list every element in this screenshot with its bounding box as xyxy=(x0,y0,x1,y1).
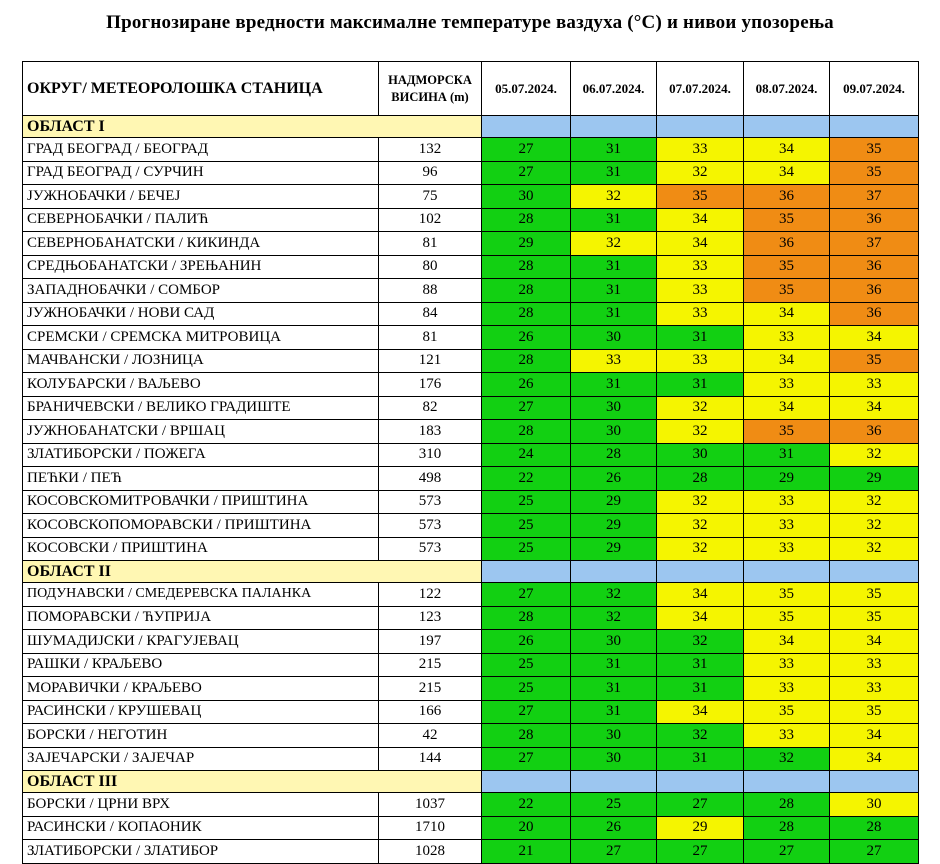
temperature-cell: 34 xyxy=(830,326,919,350)
header-date-2: 06.07.2024. xyxy=(571,62,657,116)
region-fill-cell xyxy=(571,561,657,583)
temperature-cell: 28 xyxy=(571,443,657,467)
region-label: ОБЛАСТ I xyxy=(23,116,482,138)
station-elevation: 82 xyxy=(379,396,482,420)
region-row xyxy=(23,561,919,583)
temperature-cell: 31 xyxy=(657,326,744,350)
temperature-cell: 34 xyxy=(744,349,830,373)
station-elevation: 215 xyxy=(379,653,482,677)
temperature-cell: 32 xyxy=(657,514,744,538)
temperature-cell: 27 xyxy=(571,840,657,864)
region-fill-cell xyxy=(657,116,744,138)
station-name: МОРАВИЧКИ / КРАЉЕВО xyxy=(23,677,379,701)
temperature-cell: 36 xyxy=(744,232,830,256)
station-name: МАЧВАНСКИ / ЛОЗНИЦА xyxy=(23,349,379,373)
temperature-cell: 35 xyxy=(744,420,830,444)
table-row xyxy=(23,840,919,864)
region-fill-cell xyxy=(657,561,744,583)
temperature-cell: 26 xyxy=(482,630,571,654)
station-name: РАСИНСКИ / КОПАОНИК xyxy=(23,816,379,840)
temperature-cell: 33 xyxy=(571,349,657,373)
temperature-cell: 28 xyxy=(657,467,744,491)
temperature-cell: 34 xyxy=(744,138,830,162)
station-name: ЈУЖНОБАЧКИ / БЕЧЕЈ xyxy=(23,185,379,209)
temperature-cell: 34 xyxy=(830,724,919,748)
temperature-cell: 26 xyxy=(482,373,571,397)
table-row xyxy=(23,161,919,185)
table-row xyxy=(23,255,919,279)
region-fill-cell xyxy=(830,561,919,583)
temperature-cell: 35 xyxy=(744,255,830,279)
temperature-cell: 33 xyxy=(657,279,744,303)
temperature-cell: 31 xyxy=(571,208,657,232)
temperature-cell: 33 xyxy=(657,349,744,373)
temperature-cell: 26 xyxy=(482,326,571,350)
temperature-cell: 32 xyxy=(657,161,744,185)
station-elevation: 498 xyxy=(379,467,482,491)
temperature-cell: 34 xyxy=(657,606,744,630)
station-elevation: 75 xyxy=(379,185,482,209)
temperature-cell: 30 xyxy=(571,630,657,654)
station-name: БОРСКИ / ЦРНИ ВРХ xyxy=(23,793,379,817)
station-name: ЗАПАДНОБАЧКИ / СОМБОР xyxy=(23,279,379,303)
station-elevation: 84 xyxy=(379,302,482,326)
temperature-cell: 32 xyxy=(657,630,744,654)
station-name: КОСОВСКИ / ПРИШТИНА xyxy=(23,537,379,561)
temperature-cell: 28 xyxy=(482,724,571,748)
region-fill-cell xyxy=(744,116,830,138)
station-elevation: 166 xyxy=(379,700,482,724)
temperature-cell: 32 xyxy=(830,514,919,538)
temperature-cell: 37 xyxy=(830,185,919,209)
station-elevation: 573 xyxy=(379,514,482,538)
station-name: СРЕМСКИ / СРЕМСКА МИТРОВИЦА xyxy=(23,326,379,350)
temperature-cell: 28 xyxy=(482,606,571,630)
temperature-cell: 31 xyxy=(571,302,657,326)
region-fill-cell xyxy=(482,116,571,138)
temperature-cell: 34 xyxy=(744,630,830,654)
temperature-cell: 32 xyxy=(657,724,744,748)
temperature-cell: 34 xyxy=(657,700,744,724)
temperature-cell: 28 xyxy=(744,816,830,840)
temperature-cell: 27 xyxy=(830,840,919,864)
station-elevation: 81 xyxy=(379,232,482,256)
region-fill-cell xyxy=(482,561,571,583)
temperature-cell: 26 xyxy=(571,467,657,491)
temperature-cell: 29 xyxy=(571,490,657,514)
table-row xyxy=(23,583,919,607)
temperature-cell: 32 xyxy=(830,443,919,467)
temperature-cell: 32 xyxy=(744,747,830,771)
temperature-cell: 33 xyxy=(744,326,830,350)
temperature-cell: 22 xyxy=(482,793,571,817)
temperature-cell: 28 xyxy=(482,208,571,232)
temperature-cell: 32 xyxy=(830,537,919,561)
temperature-cell: 32 xyxy=(657,396,744,420)
temperature-cell: 28 xyxy=(482,302,571,326)
temperature-cell: 28 xyxy=(744,793,830,817)
temperature-cell: 28 xyxy=(482,349,571,373)
station-name: ПОМОРАВСКИ / ЋУПРИЈА xyxy=(23,606,379,630)
temperature-cell: 31 xyxy=(571,255,657,279)
temperature-cell: 29 xyxy=(571,537,657,561)
temperature-cell: 34 xyxy=(657,232,744,256)
temperature-cell: 35 xyxy=(657,185,744,209)
temperature-cell: 31 xyxy=(657,677,744,701)
table-row xyxy=(23,653,919,677)
temperature-cell: 33 xyxy=(744,537,830,561)
temperature-cell: 34 xyxy=(830,747,919,771)
temperature-cell: 35 xyxy=(830,583,919,607)
table-row xyxy=(23,396,919,420)
station-name: РАШКИ / КРАЉЕВО xyxy=(23,653,379,677)
station-name: БРАНИЧЕВСКИ / ВЕЛИКО ГРАДИШТЕ xyxy=(23,396,379,420)
temperature-cell: 36 xyxy=(830,420,919,444)
temperature-cell: 35 xyxy=(744,583,830,607)
temperature-cell: 37 xyxy=(830,232,919,256)
station-elevation: 310 xyxy=(379,443,482,467)
temperature-cell: 32 xyxy=(657,490,744,514)
temperature-cell: 33 xyxy=(744,653,830,677)
table-row xyxy=(23,747,919,771)
region-row xyxy=(23,116,919,138)
temperature-cell: 34 xyxy=(657,208,744,232)
temperature-cell: 30 xyxy=(571,747,657,771)
temperature-cell: 35 xyxy=(744,606,830,630)
station-elevation: 144 xyxy=(379,747,482,771)
temperature-cell: 33 xyxy=(744,724,830,748)
header-date-3: 07.07.2024. xyxy=(657,62,744,116)
station-name: ГРАД БЕОГРАД / БЕОГРАД xyxy=(23,138,379,162)
temperature-cell: 32 xyxy=(830,490,919,514)
region-fill-cell xyxy=(744,771,830,793)
temperature-cell: 31 xyxy=(657,653,744,677)
station-name: ГРАД БЕОГРАД / СУРЧИН xyxy=(23,161,379,185)
temperature-cell: 31 xyxy=(571,279,657,303)
header-elevation-line1: НАДМОРСКА xyxy=(388,72,472,87)
temperature-cell: 32 xyxy=(571,606,657,630)
station-name: КОЛУБАРСКИ / ВАЉЕВО xyxy=(23,373,379,397)
station-name: ЗЛАТИБОРСКИ / ПОЖЕГА xyxy=(23,443,379,467)
temperature-cell: 24 xyxy=(482,443,571,467)
station-name: ШУМАДИЈСКИ / КРАГУЈЕВАЦ xyxy=(23,630,379,654)
temperature-cell: 30 xyxy=(571,724,657,748)
region-fill-cell xyxy=(657,771,744,793)
region-fill-cell xyxy=(744,561,830,583)
header-station: ОКРУГ/ МЕТЕОРОЛОШКА СТАНИЦА xyxy=(23,62,379,116)
temperature-cell: 31 xyxy=(657,373,744,397)
temperature-cell: 28 xyxy=(482,420,571,444)
station-name: ПЕЋКИ / ПЕЋ xyxy=(23,467,379,491)
table-row xyxy=(23,349,919,373)
temperature-cell: 27 xyxy=(744,840,830,864)
temperature-cell: 35 xyxy=(744,279,830,303)
table-row xyxy=(23,677,919,701)
temperature-cell: 30 xyxy=(657,443,744,467)
temperature-cell: 29 xyxy=(571,514,657,538)
document-title: Прогнозиране вредности максималне температуре ваздуха (°C) и нивои упозорења xyxy=(106,12,834,33)
temperature-cell: 30 xyxy=(571,420,657,444)
temperature-cell: 32 xyxy=(657,537,744,561)
table-body xyxy=(23,116,919,864)
temperature-cell: 34 xyxy=(830,630,919,654)
region-fill-cell xyxy=(571,116,657,138)
temperature-cell: 31 xyxy=(744,443,830,467)
table-row xyxy=(23,420,919,444)
temperature-cell: 32 xyxy=(571,232,657,256)
station-elevation: 42 xyxy=(379,724,482,748)
station-elevation: 81 xyxy=(379,326,482,350)
temperature-cell: 21 xyxy=(482,840,571,864)
table-row xyxy=(23,443,919,467)
temperature-cell: 32 xyxy=(571,185,657,209)
table-row xyxy=(23,185,919,209)
temperature-cell: 35 xyxy=(830,161,919,185)
table-row xyxy=(23,537,919,561)
temperature-cell: 33 xyxy=(657,302,744,326)
temperature-cell: 27 xyxy=(482,396,571,420)
station-elevation: 88 xyxy=(379,279,482,303)
temperature-cell: 35 xyxy=(830,700,919,724)
station-name: КОСОВСКОМИТРОВАЧКИ / ПРИШТИНА xyxy=(23,490,379,514)
temperature-cell: 31 xyxy=(571,161,657,185)
temperature-cell: 31 xyxy=(571,373,657,397)
temperature-cell: 27 xyxy=(482,583,571,607)
station-elevation: 197 xyxy=(379,630,482,654)
table-row xyxy=(23,606,919,630)
station-elevation: 573 xyxy=(379,537,482,561)
temperature-cell: 34 xyxy=(744,396,830,420)
station-name: СЕВЕРНОБАНАТСКИ / КИКИНДА xyxy=(23,232,379,256)
temperature-cell: 20 xyxy=(482,816,571,840)
temperature-cell: 35 xyxy=(830,138,919,162)
header-date-4: 08.07.2024. xyxy=(744,62,830,116)
temperature-cell: 33 xyxy=(744,373,830,397)
temperature-cell: 33 xyxy=(830,653,919,677)
temperature-cell: 35 xyxy=(830,349,919,373)
temperature-cell: 35 xyxy=(744,700,830,724)
table-row xyxy=(23,514,919,538)
region-fill-cell xyxy=(830,116,919,138)
table-row xyxy=(23,630,919,654)
temperature-cell: 31 xyxy=(657,747,744,771)
station-elevation: 123 xyxy=(379,606,482,630)
station-elevation: 573 xyxy=(379,490,482,514)
temperature-cell: 29 xyxy=(830,467,919,491)
temperature-cell: 25 xyxy=(482,514,571,538)
temperature-cell: 32 xyxy=(657,420,744,444)
temperature-cell: 35 xyxy=(744,208,830,232)
temperature-cell: 34 xyxy=(744,302,830,326)
station-elevation: 1028 xyxy=(379,840,482,864)
temperature-cell: 33 xyxy=(830,373,919,397)
table-row xyxy=(23,302,919,326)
temperature-cell: 25 xyxy=(482,490,571,514)
temperature-cell: 28 xyxy=(482,255,571,279)
station-elevation: 122 xyxy=(379,583,482,607)
header-date-1: 05.07.2024. xyxy=(482,62,571,116)
header-elevation-line2: ВИСИНА (m) xyxy=(391,89,469,104)
region-fill-cell xyxy=(830,771,919,793)
temperature-cell: 30 xyxy=(830,793,919,817)
temperature-cell: 30 xyxy=(571,396,657,420)
temperature-cell: 31 xyxy=(571,138,657,162)
temperature-cell: 36 xyxy=(830,255,919,279)
temperature-cell: 25 xyxy=(571,793,657,817)
station-name: ПОДУНАВСКИ / СМЕДЕРЕВСКА ПАЛАНКА xyxy=(23,583,379,607)
temperature-cell: 27 xyxy=(482,700,571,724)
temperature-cell: 27 xyxy=(482,138,571,162)
station-elevation: 176 xyxy=(379,373,482,397)
temperature-cell: 34 xyxy=(744,161,830,185)
temperature-cell: 34 xyxy=(830,396,919,420)
table-row xyxy=(23,700,919,724)
table-row xyxy=(23,816,919,840)
temperature-cell: 33 xyxy=(657,255,744,279)
temperature-cell: 29 xyxy=(744,467,830,491)
temperature-cell: 36 xyxy=(830,279,919,303)
station-name: ЗЛАТИБОРСКИ / ЗЛАТИБОР xyxy=(23,840,379,864)
header-elevation xyxy=(379,62,482,116)
temperature-cell: 31 xyxy=(571,653,657,677)
temperature-cell: 35 xyxy=(830,606,919,630)
temperature-cell: 22 xyxy=(482,467,571,491)
temperature-cell: 32 xyxy=(571,583,657,607)
temperature-cell: 31 xyxy=(571,700,657,724)
table-row xyxy=(23,279,919,303)
table-row xyxy=(23,208,919,232)
temperature-cell: 28 xyxy=(482,279,571,303)
temperature-cell: 28 xyxy=(830,816,919,840)
table-row xyxy=(23,232,919,256)
temperature-cell: 33 xyxy=(744,490,830,514)
temperature-cell: 27 xyxy=(482,161,571,185)
table-row xyxy=(23,373,919,397)
station-name: ЗАЈЕЧАРСКИ / ЗАЈЕЧАР xyxy=(23,747,379,771)
temperature-cell: 33 xyxy=(744,677,830,701)
table-row xyxy=(23,490,919,514)
table-row xyxy=(23,467,919,491)
temperature-cell: 31 xyxy=(571,677,657,701)
temperature-cell: 33 xyxy=(744,514,830,538)
temperature-cell: 26 xyxy=(571,816,657,840)
temperature-cell: 29 xyxy=(657,816,744,840)
table-row xyxy=(23,138,919,162)
table-row xyxy=(23,326,919,350)
header-date-5: 09.07.2024. xyxy=(830,62,919,116)
temperature-cell: 27 xyxy=(482,747,571,771)
temperature-cell: 30 xyxy=(571,326,657,350)
station-elevation: 215 xyxy=(379,677,482,701)
forecast-table xyxy=(22,61,919,864)
table-header-row xyxy=(23,62,919,116)
region-fill-cell xyxy=(571,771,657,793)
station-name: СРЕДЊОБАНАТСКИ / ЗРЕЊАНИН xyxy=(23,255,379,279)
station-name: ЈУЖНОБАНАТСКИ / ВРШАЦ xyxy=(23,420,379,444)
temperature-cell: 27 xyxy=(657,793,744,817)
temperature-cell: 33 xyxy=(657,138,744,162)
station-elevation: 102 xyxy=(379,208,482,232)
region-label: ОБЛАСТ III xyxy=(23,771,482,793)
station-name: БОРСКИ / НЕГОТИН xyxy=(23,724,379,748)
station-name: КОСОВСКОПОМОРАВСКИ / ПРИШТИНА xyxy=(23,514,379,538)
temperature-cell: 33 xyxy=(830,677,919,701)
station-elevation: 183 xyxy=(379,420,482,444)
temperature-cell: 25 xyxy=(482,537,571,561)
temperature-cell: 27 xyxy=(657,840,744,864)
station-name: РАСИНСКИ / КРУШЕВАЦ xyxy=(23,700,379,724)
temperature-cell: 29 xyxy=(482,232,571,256)
region-fill-cell xyxy=(482,771,571,793)
temperature-cell: 30 xyxy=(482,185,571,209)
station-name: СЕВЕРНОБАЧКИ / ПАЛИЋ xyxy=(23,208,379,232)
region-label: ОБЛАСТ II xyxy=(23,561,482,583)
station-elevation: 1710 xyxy=(379,816,482,840)
station-elevation: 96 xyxy=(379,161,482,185)
station-elevation: 80 xyxy=(379,255,482,279)
table-row xyxy=(23,724,919,748)
temperature-cell: 34 xyxy=(657,583,744,607)
region-row xyxy=(23,771,919,793)
station-elevation: 132 xyxy=(379,138,482,162)
temperature-cell: 36 xyxy=(744,185,830,209)
station-elevation: 1037 xyxy=(379,793,482,817)
temperature-cell: 25 xyxy=(482,653,571,677)
table-row xyxy=(23,793,919,817)
temperature-cell: 25 xyxy=(482,677,571,701)
temperature-cell: 36 xyxy=(830,208,919,232)
station-name: ЈУЖНОБАЧКИ / НОВИ САД xyxy=(23,302,379,326)
station-elevation: 121 xyxy=(379,349,482,373)
temperature-cell: 36 xyxy=(830,302,919,326)
